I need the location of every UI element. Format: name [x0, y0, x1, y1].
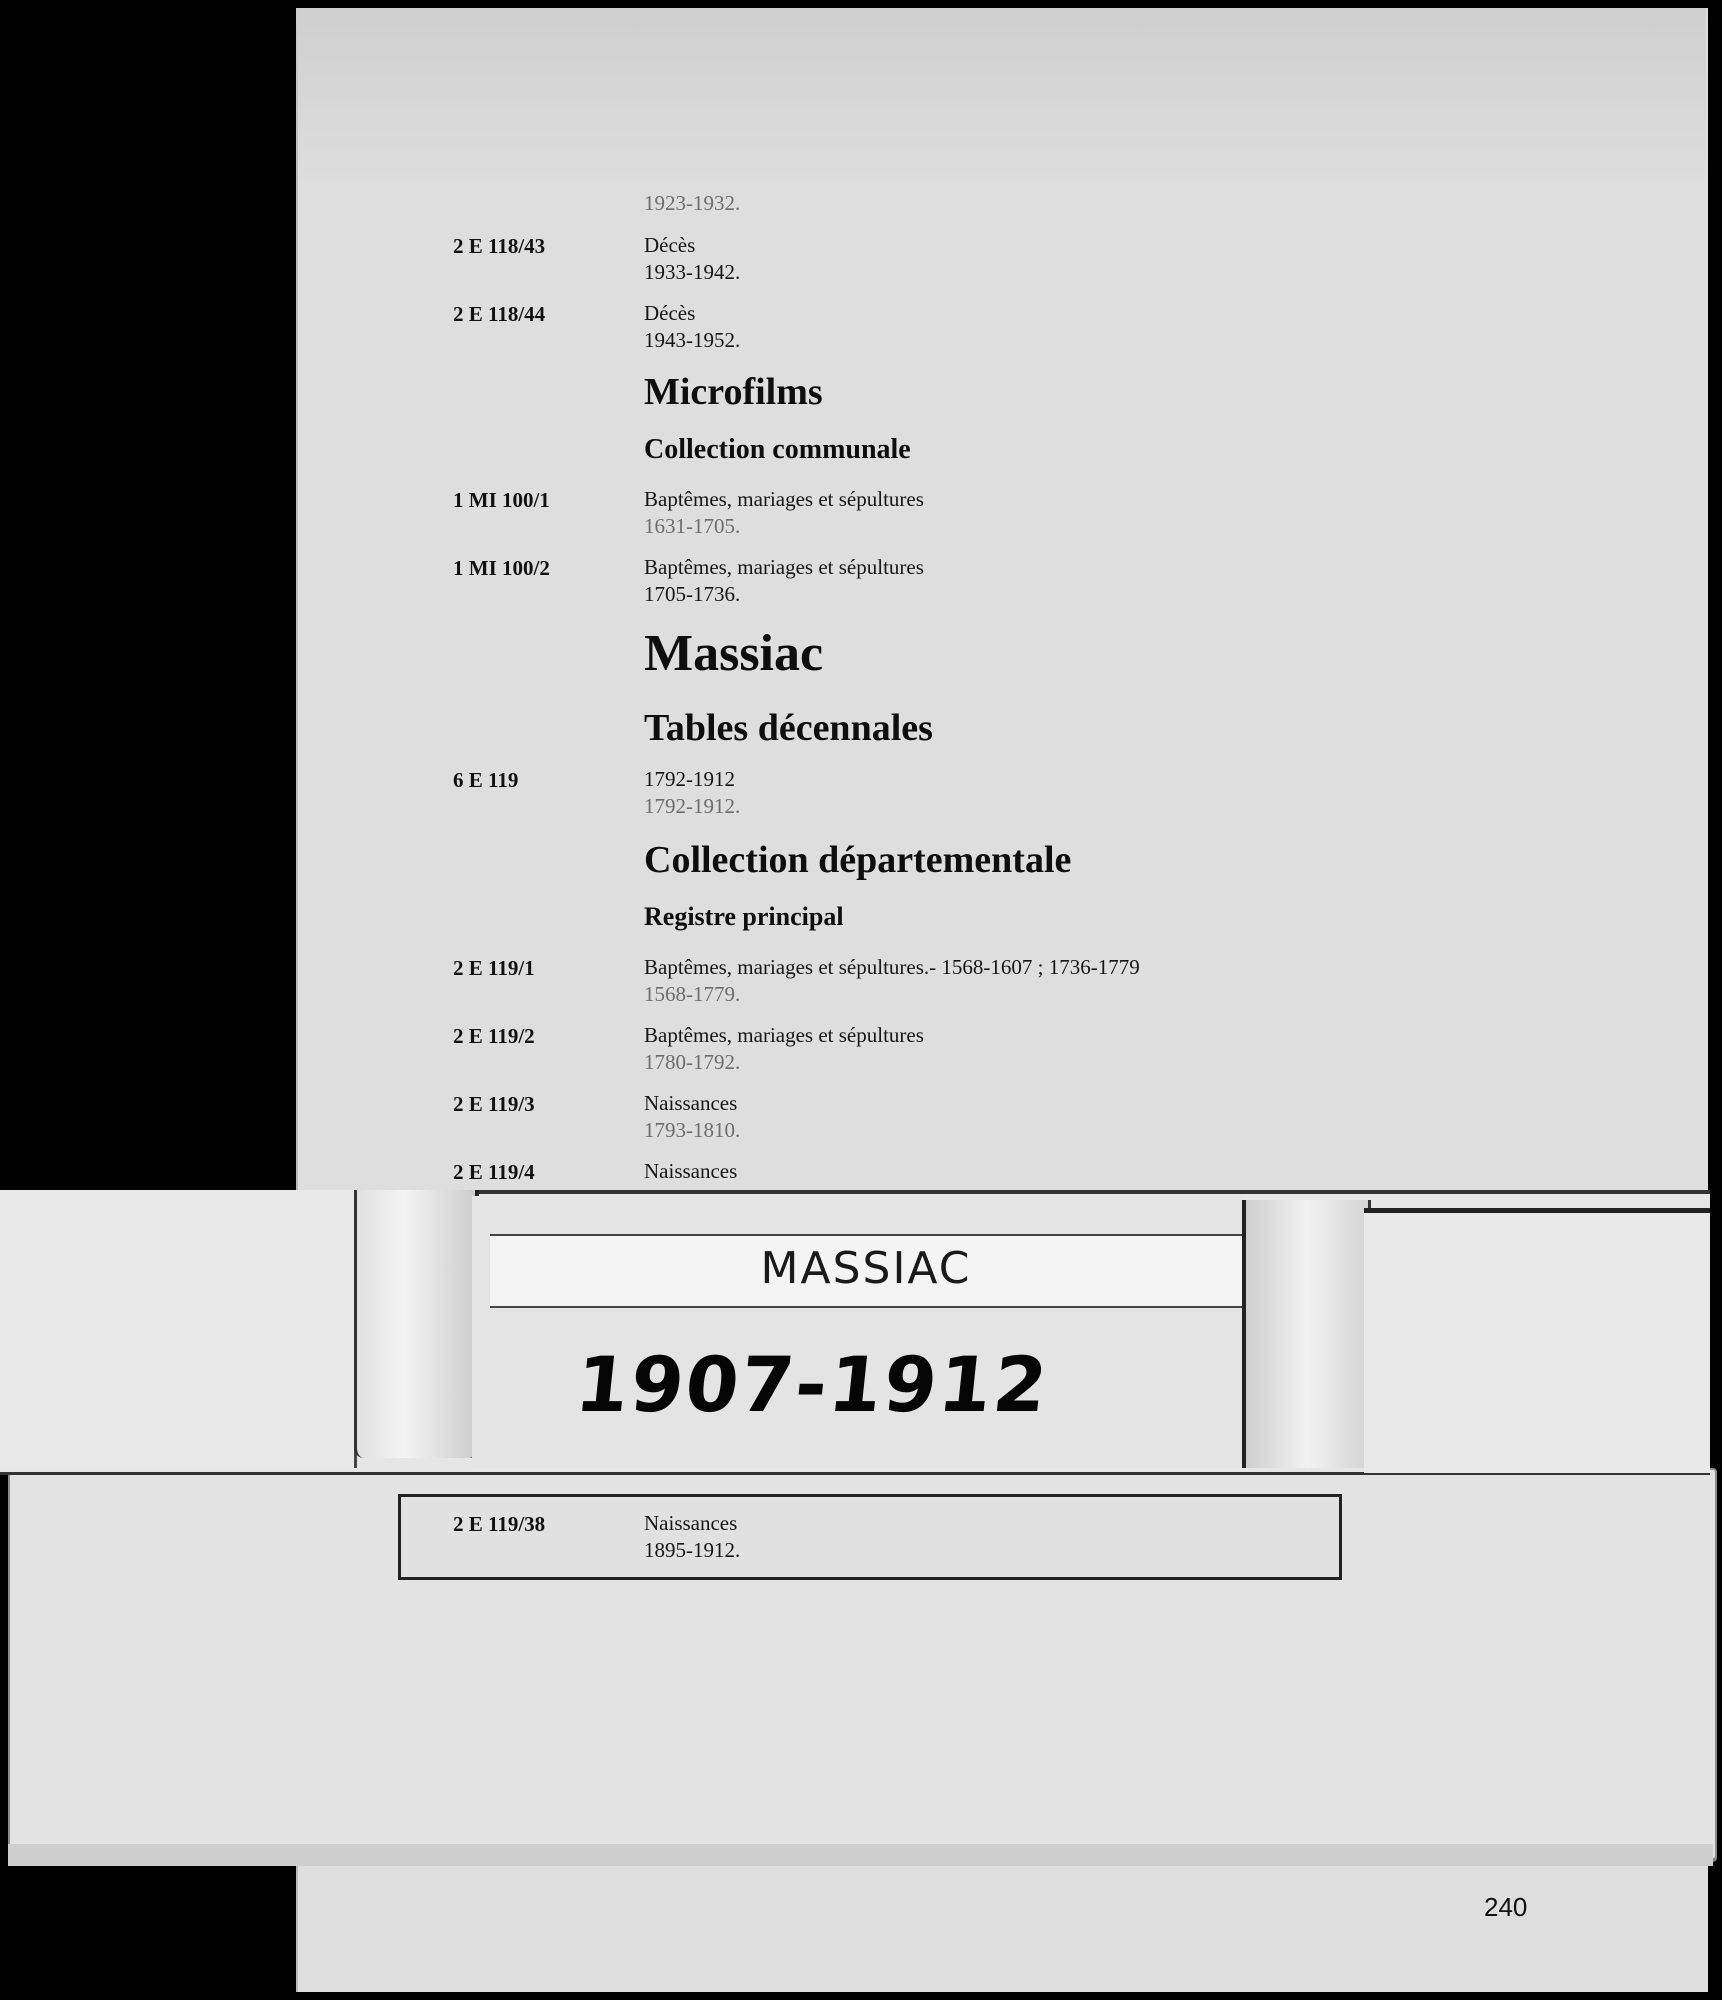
entry-code: 2 E 119/1: [453, 956, 535, 980]
band-right-tab: [1364, 1208, 1710, 1473]
entry-years: 1631-1705.: [644, 514, 741, 538]
section-heading: Collection départementale: [644, 839, 1072, 881]
entry-years: 1780-1792.: [644, 1050, 741, 1074]
entry-title: Naissances: [644, 1159, 738, 1183]
section-heading: Tables décennales: [644, 707, 933, 749]
page-number: 240: [1484, 1892, 1528, 1922]
section-heading: Microfilms: [644, 371, 823, 413]
entry-years: 1933-1942.: [644, 260, 741, 284]
boxed-entry-frame: [398, 1494, 1342, 1580]
entry-years: 1705-1736.: [644, 582, 741, 606]
entry-title: Décès: [644, 301, 696, 325]
paper-roll-right: [1242, 1200, 1371, 1468]
entry-code: 1 MI 100/2: [453, 556, 550, 580]
entry-title: Décès: [644, 233, 696, 257]
entry-years: 1943-1952.: [644, 328, 741, 352]
commune-heading: Massiac: [644, 625, 824, 682]
subsection-heading: Collection communale: [644, 434, 911, 465]
label-years: 1907-1912: [571, 1340, 1054, 1429]
entry-title: Baptêmes, mariages et sépultures: [644, 487, 924, 511]
page-shadow: [296, 8, 1706, 188]
entry-title: Baptêmes, mariages et sépultures.- 1568-1607 ; 1736-1779: [644, 955, 1140, 979]
entry-code: 1 MI 100/1: [453, 488, 550, 512]
band-left-tab: [0, 1190, 357, 1468]
entry-code: 6 E 119: [453, 768, 519, 792]
entry-title: 1792-1912: [644, 767, 735, 791]
entry-title: Naissances: [644, 1091, 738, 1115]
subsection-heading: Registre principal: [644, 902, 844, 931]
entry-years: 1792-1912.: [644, 794, 741, 818]
card-edge: [8, 1844, 1713, 1866]
entry-code: 2 E 118/44: [453, 302, 546, 326]
boxed-entry-title: Naissances: [644, 1511, 738, 1535]
entry-code: 2 E 119/3: [453, 1092, 535, 1116]
entry-code: 2 E 119/4: [453, 1160, 535, 1184]
entry-years: 1568-1779.: [644, 982, 741, 1006]
label-commune: MASSIAC: [760, 1243, 972, 1294]
boxed-entry-years: 1895-1912.: [644, 1538, 741, 1562]
paper-roll-left: [354, 1190, 479, 1458]
entry-title: Baptêmes, mariages et sépultures: [644, 555, 924, 579]
entry-years: 1923-1932.: [644, 191, 741, 215]
entry-years: 1793-1810.: [644, 1118, 741, 1142]
entry-title: Baptêmes, mariages et sépultures: [644, 1023, 924, 1047]
boxed-entry-code: 2 E 119/38: [453, 1512, 546, 1536]
entry-code: 2 E 118/43: [453, 234, 546, 258]
entry-code: 2 E 119/2: [453, 1024, 535, 1048]
